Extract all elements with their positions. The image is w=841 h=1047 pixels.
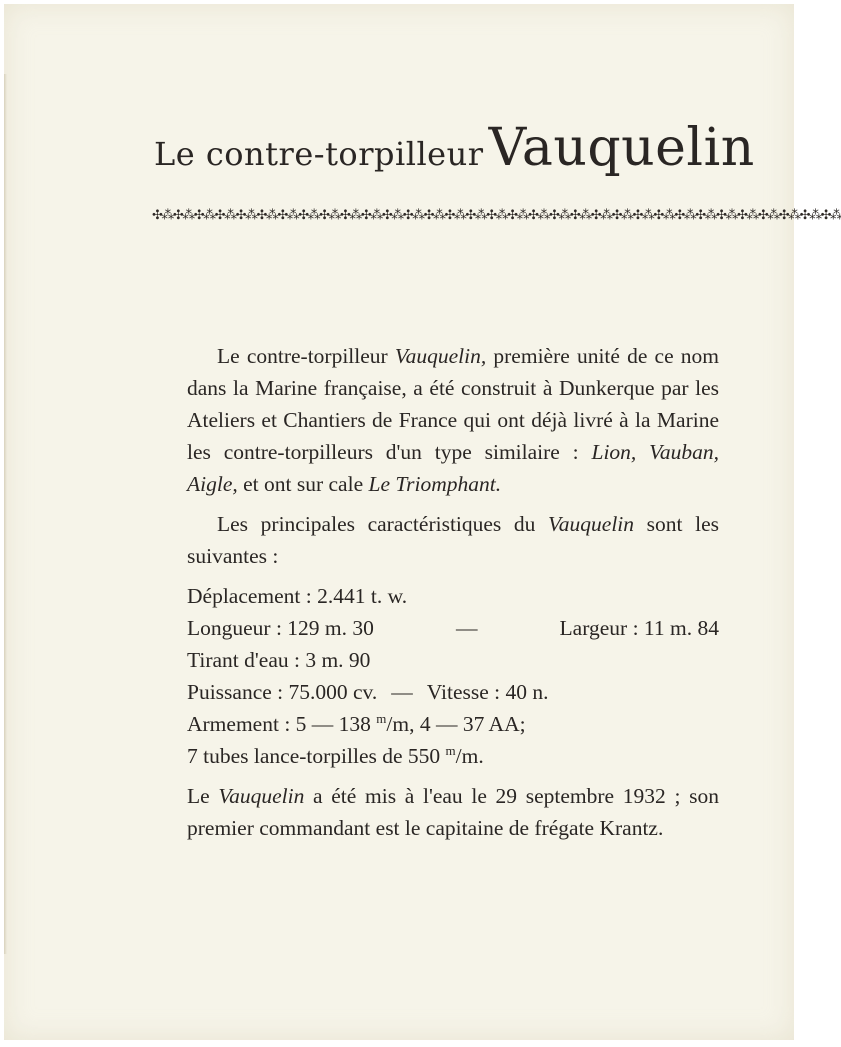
- closing-text-2: a été mis à l'eau le 29 septembre 1932 ; son premier commandant est le capitaine de frégate Krantz.: [187, 784, 719, 840]
- spec-armement-value: Armement : 5 — 138: [187, 712, 371, 736]
- spec-tubes-unit-sup: m: [445, 743, 456, 758]
- intro-text-2: première unité de ce nom dans la Marine française, a été construit à Dunkerque par les Ateliers et Chantiers de France qui ont déjà livré à la Marine les contre-torpilleurs d'un type similaire :: [187, 344, 719, 464]
- specs-intro-paragraph: [187, 508, 719, 572]
- spec-tubes-rest: /m.: [455, 744, 484, 768]
- spec-dash: —: [455, 616, 478, 640]
- intro-text-3: et ont sur cale: [237, 472, 369, 496]
- page-edge-shadow: [4, 74, 7, 954]
- spec-tirant: [187, 644, 719, 676]
- spec-tubes-text: [187, 740, 484, 772]
- specs-intro-ship-name: Vauquelin: [548, 512, 635, 536]
- decorative-border: ✣⁂✣⁂✣⁂✣⁂✣⁂✣⁂✣⁂✣⁂✣⁂✣⁂✣⁂✣⁂✣⁂✣⁂✣⁂✣⁂✣⁂✣⁂✣⁂✣⁂✣⁂✣⁂✣⁂✣⁂✣⁂✣⁂✣⁂✣⁂✣⁂✣⁂✣⁂✣⁂✣⁂: [152, 208, 841, 223]
- spec-largeur-text: Largeur : 11 m. 84: [559, 616, 719, 640]
- document-body: [187, 340, 719, 852]
- intro-ship-last: Le Triomphant.: [368, 472, 502, 496]
- spec-tubes-value: 7 tubes lance-torpilles de 550: [187, 744, 441, 768]
- spec-longueur-text: Longueur : 129 m. 30: [187, 616, 374, 640]
- spec-dash: —: [391, 680, 413, 704]
- spec-puissance-vitesse: [187, 676, 719, 708]
- spec-armement: [187, 708, 719, 740]
- spec-vitesse-text: Vitesse : 40 n.: [426, 680, 549, 704]
- intro-ship-name: Vauquelin,: [394, 344, 487, 368]
- spec-dimensions: [187, 612, 719, 644]
- page-title: [154, 118, 755, 178]
- specs-intro-text-1: Les principales caractéristiques du: [217, 512, 549, 536]
- closing-ship-name: Vauquelin: [218, 784, 305, 808]
- spec-armement-text: [187, 708, 526, 740]
- intro-paragraph: [187, 340, 719, 500]
- closing-paragraph: [187, 780, 719, 844]
- specs-intro-text-2: sont les suivantes :: [187, 512, 719, 568]
- specs-list: [187, 580, 719, 772]
- intro-text-1: Le contre-torpilleur: [217, 344, 395, 368]
- title-prefix: Le contre-torpilleur: [154, 135, 484, 173]
- spec-armement-rest: /m, 4 — 37 AA;: [386, 712, 526, 736]
- spec-deplacement-text: Déplacement : 2.441 t. w.: [187, 584, 408, 608]
- spec-tirant-text: Tirant d'eau : 3 m. 90: [187, 648, 371, 672]
- spec-tubes: [187, 740, 719, 772]
- title-ship-name: Vauquelin: [488, 118, 755, 178]
- spec-armement-unit-sup: m: [376, 711, 387, 726]
- document-page: [4, 4, 841, 1040]
- spec-deplacement: [187, 580, 719, 612]
- spec-puissance-text: Puissance : 75.000 cv.: [187, 680, 378, 704]
- closing-text-1: Le: [187, 784, 219, 808]
- intro-ship-list: Lion, Vauban, Aigle,: [187, 440, 719, 496]
